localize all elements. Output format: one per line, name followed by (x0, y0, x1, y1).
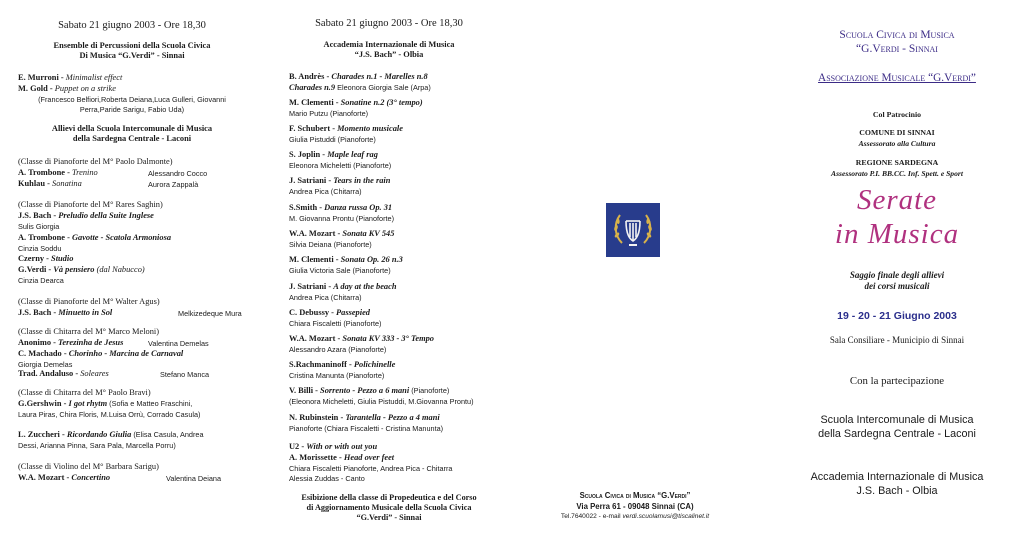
regione: REGIONE SARDEGNA (855, 158, 939, 167)
program-item: M. Gold - Puppet on a strike (18, 84, 116, 93)
program-item: J. Satriani - A day at the beach (289, 282, 397, 291)
program-item: M. Clementi - Sonata Op. 26 n.3 (289, 255, 403, 264)
event-title: Serate in Musica (834, 184, 960, 250)
performer: M. Giovanna Prontu (Pianoforte) (289, 214, 395, 223)
performer: Chiara Fiscaletti (Pianoforte) (289, 319, 382, 328)
regione-sub: Assessorato P.I. BB.CC. Inf. Spett. e Sport (831, 169, 963, 178)
comune-sub: Assessorato alla Cultura (858, 139, 936, 148)
program-item: J.S. Bach - Minuetto in Sol Melkizedeque Mura (18, 308, 242, 318)
performer: Andrea Pica (Chitarra) (289, 187, 362, 196)
program-item: G.Gershwin - I got rhytm (Sofia e Matteo Fraschini, (18, 399, 193, 408)
performer: Valentina Demelas (148, 339, 209, 348)
class-label: (Classe di Violino del M° Barbara Sarigu) (18, 462, 159, 471)
school-heading: Scuola Civica di Musica “G.Verdi - Sinnai (839, 29, 955, 55)
event-dates: 19 - 20 - 21 Giugno 2003 (837, 310, 957, 322)
program-item: S.Smith - Danza russa Op. 31 (289, 203, 393, 212)
email-link[interactable]: verdi.scuolamusi@tiscalinet.it (622, 513, 710, 520)
concert-date: Sabato 21 giugno 2003 - Ore 18,30 (315, 18, 463, 29)
program-item: N. Rubinstein - Tarantella - Pezzo a 4 mani (289, 413, 440, 422)
performer: Cinzia Soddu (18, 244, 62, 253)
performer: Giorgia Demelas (18, 360, 73, 369)
group-heading: Allievi della Scuola Intercomunale di Musica della Sardegna Centrale - Laconi (51, 124, 213, 143)
performer: Valentina Deiana (166, 474, 222, 483)
school-name: Scuola Civica di Musica “G.Verdi” (579, 491, 691, 500)
program-item: J.S. Bach - Preludio della Suite Inglese (18, 211, 154, 220)
program-item: J. Satriani - Tears in the rain (289, 176, 391, 185)
participant: Accademia Internazionale di Musica J.S. Bach - Olbia (810, 471, 984, 497)
performer: Cinzia Dearca (18, 276, 64, 285)
program-item: Czerny - Studio (18, 254, 74, 263)
concert-date: Sabato 21 giugno 2003 - Ore 18,30 (58, 20, 206, 31)
performer: Sulis Giorgia (18, 222, 60, 231)
participant: Scuola Intercomunale di Musica della Sardegna Centrale - Laconi (818, 414, 976, 440)
program-item: M. Clementi - Sonatine n.2 (3° tempo) (289, 98, 423, 107)
group-heading: Ensemble di Percussioni della Scuola Civica Di Musica “G.Verdi” - Sinnai (53, 41, 211, 60)
class-label: (Classe di Chitarra del M° Paolo Bravi) (18, 388, 151, 397)
exhibition-note: Esibizione della classe di Propedeutica e del Corso di Aggiornamento Musicale della Scuola Civica “G.Verdi” - Sinnai (301, 493, 477, 522)
program-item: A. Morissette - Head over feet (289, 453, 395, 462)
program-column-2 (289, 0, 489, 538)
performer: Pianoforte (Chiara Fiscaletti - Cristina Manunta) (289, 424, 444, 433)
patronage-label: Col Patrocinio (872, 110, 922, 119)
performer: (Eleonora Micheletti, Giulia Pistuddi, M.Giovanna Prontu) (289, 397, 474, 406)
class-label: (Classe di Chitarra del M° Marco Meloni) (18, 327, 160, 336)
program-item: S.Rachmaninoff - Polichinelle (289, 360, 396, 369)
program-item: Anonimo - Terezinha de Jesus Valentina Demelas (18, 338, 209, 348)
program-item: G.Verdi - Và pensiero (dal Nabucco) (18, 265, 145, 274)
program-item: L. Zuccheri - Ricordando Giulia (Elisa Casula, Andrea (18, 430, 204, 439)
comune: COMUNE DI SINNAI (859, 128, 935, 137)
performer: Alessandro Azara (Pianoforte) (289, 345, 387, 354)
event-subtitle: Saggio finale degli allievi dei corsi musicali (849, 270, 945, 291)
performer: Stefano Manca (160, 370, 210, 379)
performer: Silvia Deiana (Pianoforte) (289, 240, 372, 249)
program-item: Charades n.9 Eleonora Giorgia Sale (Arpa) (289, 83, 431, 92)
school-address: Via Perra 61 - 09048 Sinnai (CA) (576, 502, 694, 511)
group-heading: Accademia Internazionale di Musica “J.S. Bach” - Olbia (323, 40, 455, 59)
program-item: B. Andrès - Charades n.1 - Marelles n.8 (289, 72, 428, 81)
performer: Giulia Pistuddi (Pianoforte) (289, 135, 376, 144)
class-label: (Classe di Pianoforte del M° Walter Agus) (18, 297, 160, 306)
program-item: S. Joplin - Maple leaf rag (289, 150, 378, 159)
program-item: V. Billi - Sorrento - Pezzo a 6 mani (Pianoforte) (289, 386, 450, 395)
participation-label: Con la partecipazione (849, 375, 945, 387)
class-label: (Classe di Pianoforte del M° Paolo Dalmonte) (18, 157, 173, 166)
program-item: A. Trombone - Trenino Alessandro Cocco (18, 168, 208, 178)
performer-list: (Francesco Belfiori,Roberta Deiana,Luca Gulleri, Giovanni Perra,Paride Sarigu, Fabio Uda) (38, 95, 226, 114)
performer-list: Dessi, Arianna Pinna, Sara Pala, Marcella Porru) (18, 441, 176, 450)
cover-column (797, 0, 997, 538)
school-contact: Tel.7640022 - e-mail verdi.scuolamusi@tiscalinet.it (560, 513, 710, 520)
program-item: C. Machado - Chorinho - Marcina de Carnaval (18, 349, 184, 358)
program-item: W.A. Mozart - Sonata KV 545 (289, 229, 395, 238)
event-venue: Sala Consiliare - Municipio di Sinnai (829, 335, 965, 345)
performer: Andrea Pica (Chitarra) (289, 293, 362, 302)
performer: Aurora Zappalà (148, 180, 199, 189)
footer-column (560, 0, 710, 538)
performer: Giulia Victoria Sale (Pianoforte) (289, 266, 391, 275)
program-item: F. Schubert - Momento musicale (289, 124, 403, 133)
program-item: E. Murroni - Minimalist effect (18, 73, 123, 82)
program-column-1 (18, 0, 246, 538)
performer-list: Chiara Fiscaletti Pianoforte, Andrea Pica - Chitarra Alessia Zuddas - Canto (289, 464, 453, 483)
performer: Eleonora Micheletti (Pianoforte) (289, 161, 392, 170)
program-item: W.A. Mozart - Sonata KV 333 - 3° Tempo (289, 334, 434, 343)
performer-list: Laura Piras, Chira Floris, M.Luisa Orrù, Corrado Casula) (18, 410, 201, 419)
performer: Mario Putzu (Pianoforte) (289, 109, 369, 118)
program-item: U2 - With or with out you (289, 442, 378, 451)
program-item: Trad. Andaluso - Soleares Stefano Manca (18, 369, 210, 379)
performer: Alessandro Cocco (148, 169, 208, 178)
program-item: Kuhlau - Sonatina Aurora Zappalà (18, 179, 199, 189)
program-item: A. Trombone - Gavotte - Scatola Armoniosa (18, 233, 172, 242)
program-item: C. Debussy - Passepied (289, 308, 370, 317)
performer: Cristina Manunta (Pianoforte) (289, 371, 385, 380)
class-label: (Classe di Pianoforte del M° Rares Saghin) (18, 200, 163, 209)
association-heading: Associazione Musicale “G.Verdi” (818, 72, 976, 84)
program-item: W.A. Mozart - Concertino Valentina Deiana (18, 473, 222, 483)
performer: Melkizedeque Mura (178, 309, 242, 318)
